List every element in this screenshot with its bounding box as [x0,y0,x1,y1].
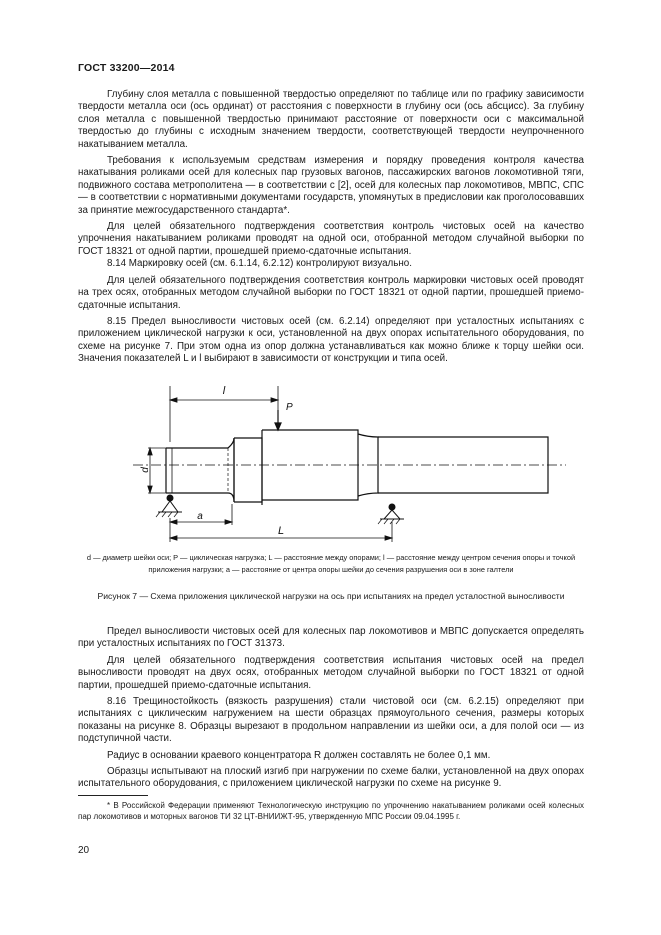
document-header: ГОСТ 33200—2014 [78,62,175,74]
paragraph: Образцы испытывают на плоский изгиб при нагружении по схеме балки, установленной на двух опорах испытательного оборудования, с приложением циклической нагрузки по схеме на рисунке 9. [78,766,584,790]
dim-label-L: L [277,525,285,537]
dim-label-a: a [197,511,203,522]
paragraph: Для целей обязательного подтверждения соответствия испытания чистовых осей на предел выносливости проводят на двух осях, отобранных методом случайной выборки по ГОСТ 18321 от одной партии, прошедшей приемо-сдаточные испытания. [78,654,584,691]
load-arrow-icon [275,410,281,430]
right-support-icon [378,504,404,524]
paragraph: Глубину слоя металла с повышенной твердостью определяют по таблице или по графику зависимости твердости металла оси (ось ординат) от расстояния с поверхности в глубину оси (ось абсцисс). За глубину слоя металла с повышенной твердостью принимают расстояние от поверхности оси с максимальной твердостью до глубины с исходным значением твердости, соответствующей твердости неупрочненного накатыванием металла. [78,89,584,150]
footnote: * В Российской Федерации применяют Технологическую инструкцию по упрочнению накатыванием роликами осей колесных пар локомотивов и моторных вагонов ТИ 32 ЦТ-ВНИИЖТ-95, утвержденную МПС России 09.04.1995 г. [78,801,584,821]
prehub-outline [234,438,262,502]
text-block-2 [78,626,584,791]
fillet-left [228,438,234,502]
dim-label-l: l [222,385,226,397]
paragraph: Требования к используемым средствам измерения и порядку проведения контроля качества накатывания роликами осей для колесных пар грузовых вагонов, пассажирских вагонов локомотивной тяги, подвижного состава метрополитена — в соответствии с [2], осей для колесных пар локомотивов, МВПС, СПС — в соответствии с нормативными документами государств, упомянутых в предисловии как проголосовавших за принятие межгосударственного стандарта*. [78,155,584,216]
load-label-P: P [286,402,293,413]
paragraph: 8.15 Предел выносливости чистовых осей (см. 6.2.14) определяют при усталостных испытаниях с приложением циклической нагрузки к оси, установленной на двух опорах испытательного оборудования, по схеме на рисунке 7. При этом одна из опор должна устанавливаться как можно ближе к торцу шейки оси. Значения показателей L и l выбирают в зависимости от конструкции и типа осей. [78,315,584,365]
text-block-1 [78,89,584,366]
page-number: 20 [78,845,90,856]
paragraph: Для целей обязательного подтверждения соответствия контроль чистовых осей на качество упрочнения накатыванием роликами проводят на одной оси, отобранной методом случайной выборки по ГОСТ 18321 от одной партии, прошедшей приемо-сдаточные испытания. [78,221,584,257]
paragraph: Для целей обязательного подтверждения соответствия контроль маркировки чистовых осей проводят на трех осях, отобранных методом случайной выборки по ГОСТ 18321 от одной партии, прошедшей приемо-сдаточные испытания. [78,274,584,311]
dim-label-d: d [140,467,151,473]
paragraph: 8.16 Трещиностойкость (вязкость разрушения) стали чистовой оси (см. 6.2.15) определяют при испытаниях с циклическим нагружением на шести образцах прямоугольного сечения, размеры которых показаны на рисунке 8. Образцы вырезают в продольном направлении из шейки оси, а для полой оси — из подступичной части. [78,696,584,745]
footnote-divider [78,795,148,796]
journal-outline [166,448,228,493]
figure-legend: d — диаметр шейки оси; P — циклическая нагрузка; L — расстояние между опорами; l — расстояние между центром сечения опоры и точкой приложения нагрузки; a — расстояние от центра опоры шейки до сечения разрушения оси в зоне галтели [86,553,576,574]
figure-caption: Рисунок 7 — Схема приложения циклической нагрузки на ось при испытаниях на предел усталостной выносливости [97,591,565,601]
paragraph: Предел выносливости чистовых осей для колесных пар локомотивов и МВПС допускается определять при усталостных испытаниях по ГОСТ 31373. [78,626,584,650]
left-support-icon [156,495,182,517]
figure-7-axle-load-diagram [78,380,584,550]
paragraph: Радиус в основании краевого концентратора R должен составлять не более 0,1 мм. [107,749,491,761]
paragraph: 8.14 Маркировку осей (см. 6.1.14, 6.2.12) контролируют визуально. [107,258,412,270]
